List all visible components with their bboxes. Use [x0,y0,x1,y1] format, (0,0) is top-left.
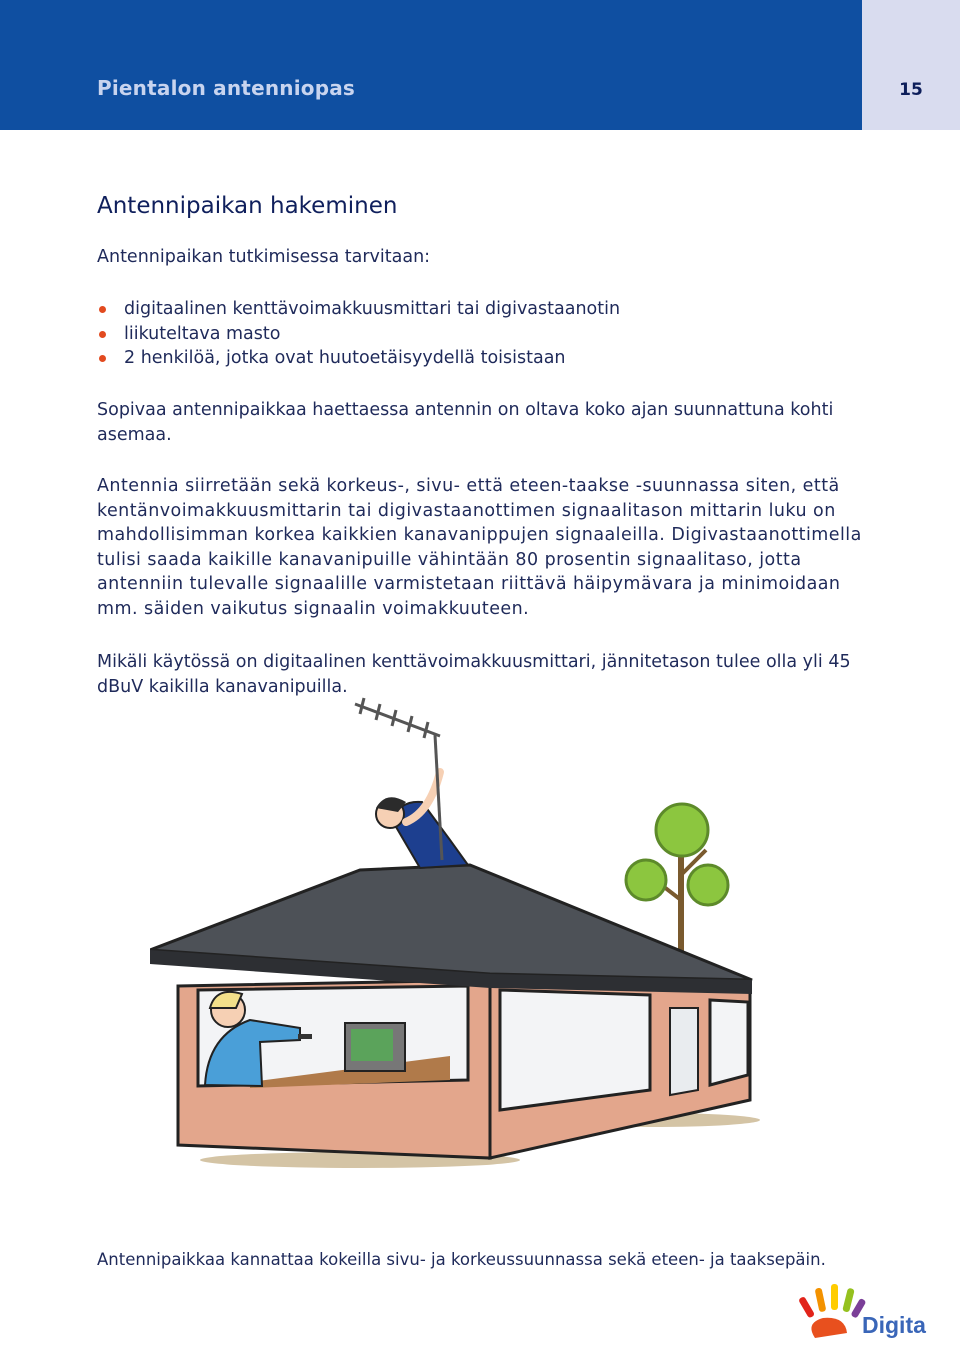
digita-logo-text: Digita [862,1312,926,1338]
intro-text: Antennipaikan tutkimisessa tarvitaan: [97,247,431,267]
house-antenna-illustration [150,690,790,1190]
figure-caption: Antennipaikkaa kannattaa kokeilla sivu- ja korkeussuunnassa sekä eteen- ja taaksepäin. [97,1250,826,1269]
paragraph-direction: Sopivaa antennipaikkaa haettaessa antennin on oltava koko ajan suunnattuna kohti asemaa. [97,400,834,445]
list-item-text: liikuteltava masto [124,323,281,344]
section-heading: Antennipaikan hakeminen [97,193,398,219]
bullet-icon [99,306,106,313]
requirements-list [97,297,620,371]
list-item [97,297,620,322]
list-item [97,322,620,347]
page-header [0,0,862,130]
list-item [97,346,620,371]
page-number-tab [862,0,960,130]
paragraph-adjustment: Antennia siirretään sekä korkeus-, sivu- että eteen-taakse -suunnassa siten, että kentänvoimakkuusmittarin tai digivastaanottimen signaalitason mittarin luku on mahdollisimman korkea kaikkien kanavanippujen signaaleilla. Digivastaanottimella tulisi saada kaikille kanavanipuille vähintään 80 prosentin signaalitaso, jotta antenniin tulevalle signaalille varmistetaan riittävä häipymävara ja minimoidaan mm. säiden vaikutus signaalin voimakkuuteen. [97,476,862,619]
list-item-text: 2 henkilöä, jotka ovat huutoetäisyydellä toisistaan [124,348,566,368]
paragraph-voltage: Mikäli käytössä on digitaalinen kenttävoimakkuusmittari, jännitetason tulee olla yli 45 dBuV kaikilla kanavanipuilla. [97,652,851,697]
house-walls [178,980,750,1158]
page-number: 15 [899,80,923,100]
header-title: Pientalon antenniopas [97,76,356,100]
bullet-icon [99,355,106,362]
man-on-roof-illustration [376,772,468,868]
bullet-icon [99,331,106,338]
list-item-text: digitaalinen kenttävoimakkuusmittari tai digivastaanotin [124,299,621,319]
